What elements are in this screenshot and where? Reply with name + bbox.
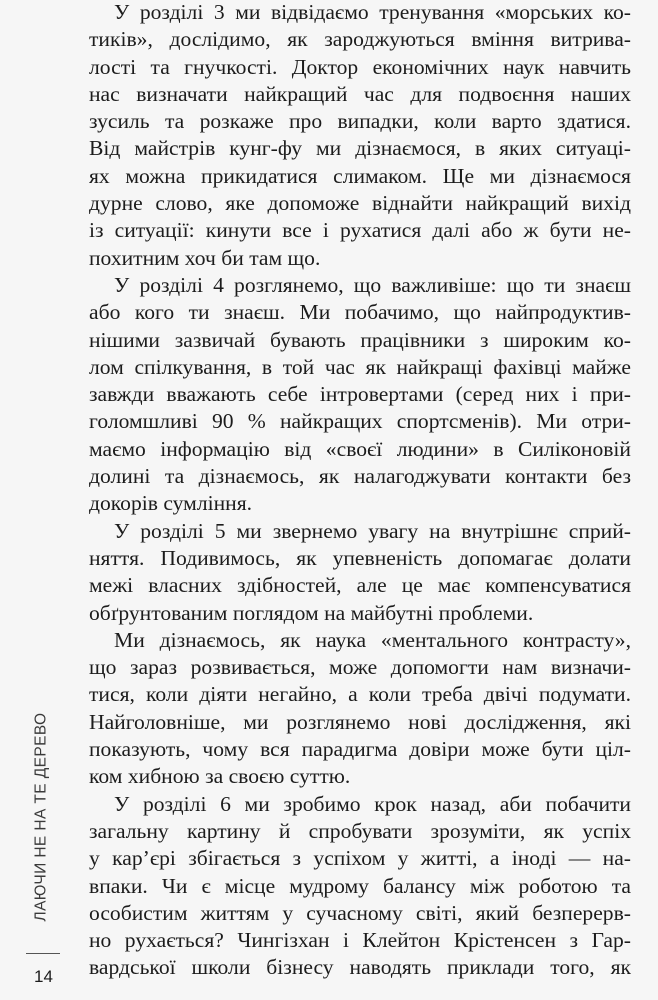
text-line: тиків», дослідимо, як зароджуються вміння витрива- — [89, 27, 631, 52]
text-line: Від майстрів кунг-фу ми дізнаємося, в яких ситуаці- — [89, 136, 631, 161]
body-text — [89, 0, 631, 982]
text-line: нас визначати найкращий час для подвоєння наших — [89, 81, 631, 106]
text-line: У розділі 4 розглянемо, що важливіше: що ти знаєш — [114, 272, 631, 297]
text-line: обґрунтованим поглядом на майбутні проблеми. — [89, 600, 534, 625]
paragraph-mental-contrast — [89, 627, 631, 791]
paragraph-chapter-4 — [89, 272, 631, 518]
text-line: впаки. Чи є місце мудрому балансу між роботою та — [89, 873, 631, 898]
text-line: межі власних здібностей, але це має компенсуватися — [89, 573, 631, 598]
text-line: голомшливі 90 % найкращих спортсменів). Ми отри- — [89, 409, 631, 434]
running-head-title: ЛАЮЧИ НЕ НА ТЕ ДЕРЕВО — [32, 712, 50, 922]
text-line: У розділі 5 ми звернемо увагу на внутрішнє сприй- — [114, 518, 631, 543]
text-line: або кого ти знаєш. Ми побачимо, що найпродуктив- — [89, 300, 631, 325]
text-line: похитним хоч би там що. — [89, 245, 321, 270]
text-line: вардської школи бізнесу наводять приклади того, як — [89, 955, 631, 980]
text-line: но рухається? Чингізхан і Клейтон Крістенсен з Гар- — [89, 928, 631, 953]
text-line: няття. Подивимось, як упевненість допомагає долати — [89, 545, 631, 570]
running-head — [26, 707, 56, 927]
text-line: загальну картину й спробувати зрозуміти, як успіх — [89, 818, 631, 843]
text-line: долині та дізнаємось, як налагоджувати контакти без — [89, 464, 631, 489]
text-line: ях можна прикидатися слимаком. Ще ми дізнаємося — [89, 163, 631, 188]
folio-divider — [26, 953, 60, 954]
paragraph-chapter-5 — [89, 518, 631, 627]
text-line: дурне слово, яке допоможе віднайти найкращий вихід — [89, 191, 631, 216]
text-line: лості та гнучкості. Доктор економічних наук навчить — [89, 54, 631, 79]
text-line: зусиль та розкаже про випадки, коли варто здатися. — [89, 109, 631, 134]
text-line: завжди вважають себе інтровертами (серед них і при- — [89, 382, 631, 407]
text-line: показують, чому вся парадигма довіри може бути ціл- — [89, 737, 631, 762]
text-line: маємо інформацію від «своєї людини» в Силіконовій — [89, 436, 631, 461]
text-line: Найголовніше, ми розглянемо нові дослідження, які — [89, 709, 631, 734]
text-line: ком хибною за своєю суттю. — [89, 764, 351, 789]
text-line: нішими зазвичай бувають працівники з широким ко- — [89, 327, 631, 352]
page-number: 14 — [34, 967, 53, 986]
text-line: із ситуації: кинути все і рухатися далі або ж бути не- — [89, 218, 631, 243]
text-line: у кар’єрі збігається з успіхом у житті, а іноді — на- — [89, 846, 631, 871]
text-line: що зараз розвивається, може допомогти нам визначи- — [89, 655, 631, 680]
text-line: лом спілкування, в той час як найкращі фахівці майже — [89, 354, 631, 379]
text-line: тися, коли діяти негайно, а коли треба двічі подумати. — [89, 682, 631, 707]
paragraph-chapter-6 — [89, 791, 631, 982]
text-line: докорів сумління. — [89, 491, 253, 516]
text-line: У розділі 6 ми зробимо крок назад, аби побачити — [114, 791, 631, 816]
text-line: Ми дізнаємось, як наука «ментального контрасту», — [114, 627, 631, 652]
text-line: особистим життям у сучасному світі, який безперерв- — [89, 900, 631, 925]
text-line: У розділі 3 ми відвідаємо тренування «морських ко- — [114, 0, 631, 24]
paragraph-chapter-3 — [89, 0, 631, 272]
